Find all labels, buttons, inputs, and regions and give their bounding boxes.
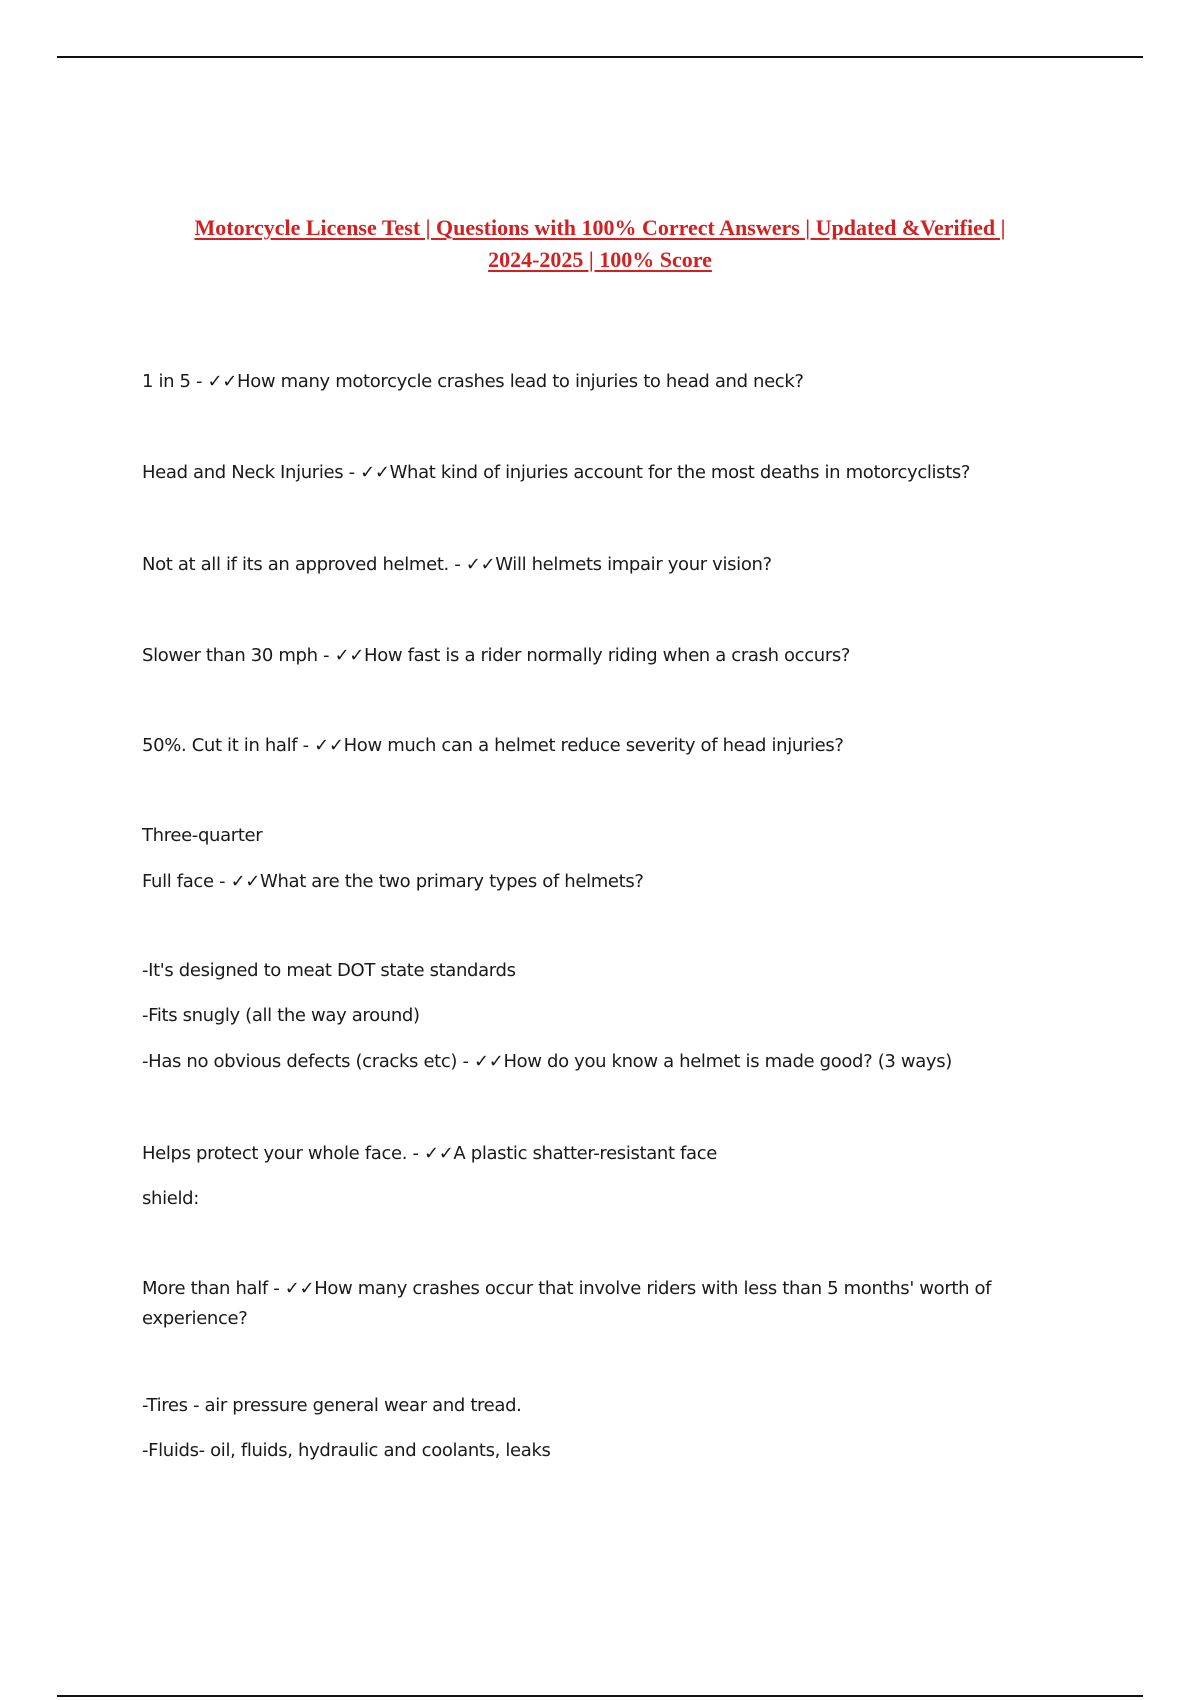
title-line-1: Motorcycle License Test | Questions with 100% Correct Answers | Updated &Verified |	[194, 215, 1006, 240]
qa-line: -It's designed to meat DOT state standards	[142, 960, 516, 981]
title-line-2: 2024-2025 | 100% Score	[488, 247, 712, 272]
qa-line: Helps protect your whole face. - ✓✓A plastic shatter-resistant face	[142, 1143, 717, 1164]
qa-line: shield:	[142, 1188, 199, 1209]
qa-line: -Has no obvious defects (cracks etc) - ✓✓How do you know a helmet is made good? (3 ways)	[142, 1051, 952, 1072]
qa-line: Slower than 30 mph - ✓✓How fast is a rider normally riding when a crash occurs?	[142, 645, 851, 666]
qa-line: 1 in 5 - ✓✓How many motorcycle crashes lead to injuries to head and neck?	[142, 371, 804, 392]
qa-line: Three-quarter	[142, 825, 263, 846]
qa-line: -Tires - air pressure general wear and tread.	[142, 1395, 522, 1416]
qa-line: Full face - ✓✓What are the two primary types of helmets?	[142, 871, 644, 892]
qa-line: Head and Neck Injuries - ✓✓What kind of injuries account for the most deaths in motorcyclists?	[142, 462, 971, 483]
qa-line: -Fluids- oil, fluids, hydraulic and coolants, leaks	[142, 1440, 551, 1461]
qa-line: Not at all if its an approved helmet. - ✓✓Will helmets impair your vision?	[142, 554, 772, 575]
qa-line: -Fits snugly (all the way around)	[142, 1005, 420, 1026]
header-rule	[57, 56, 1143, 58]
qa-line: 50%. Cut it in half - ✓✓How much can a helmet reduce severity of head injuries?	[142, 735, 844, 756]
footer-rule	[57, 1695, 1143, 1697]
qa-line: More than half - ✓✓How many crashes occur that involve riders with less than 5 months' worth of experience?	[142, 1278, 992, 1329]
document-title	[120, 212, 1080, 276]
